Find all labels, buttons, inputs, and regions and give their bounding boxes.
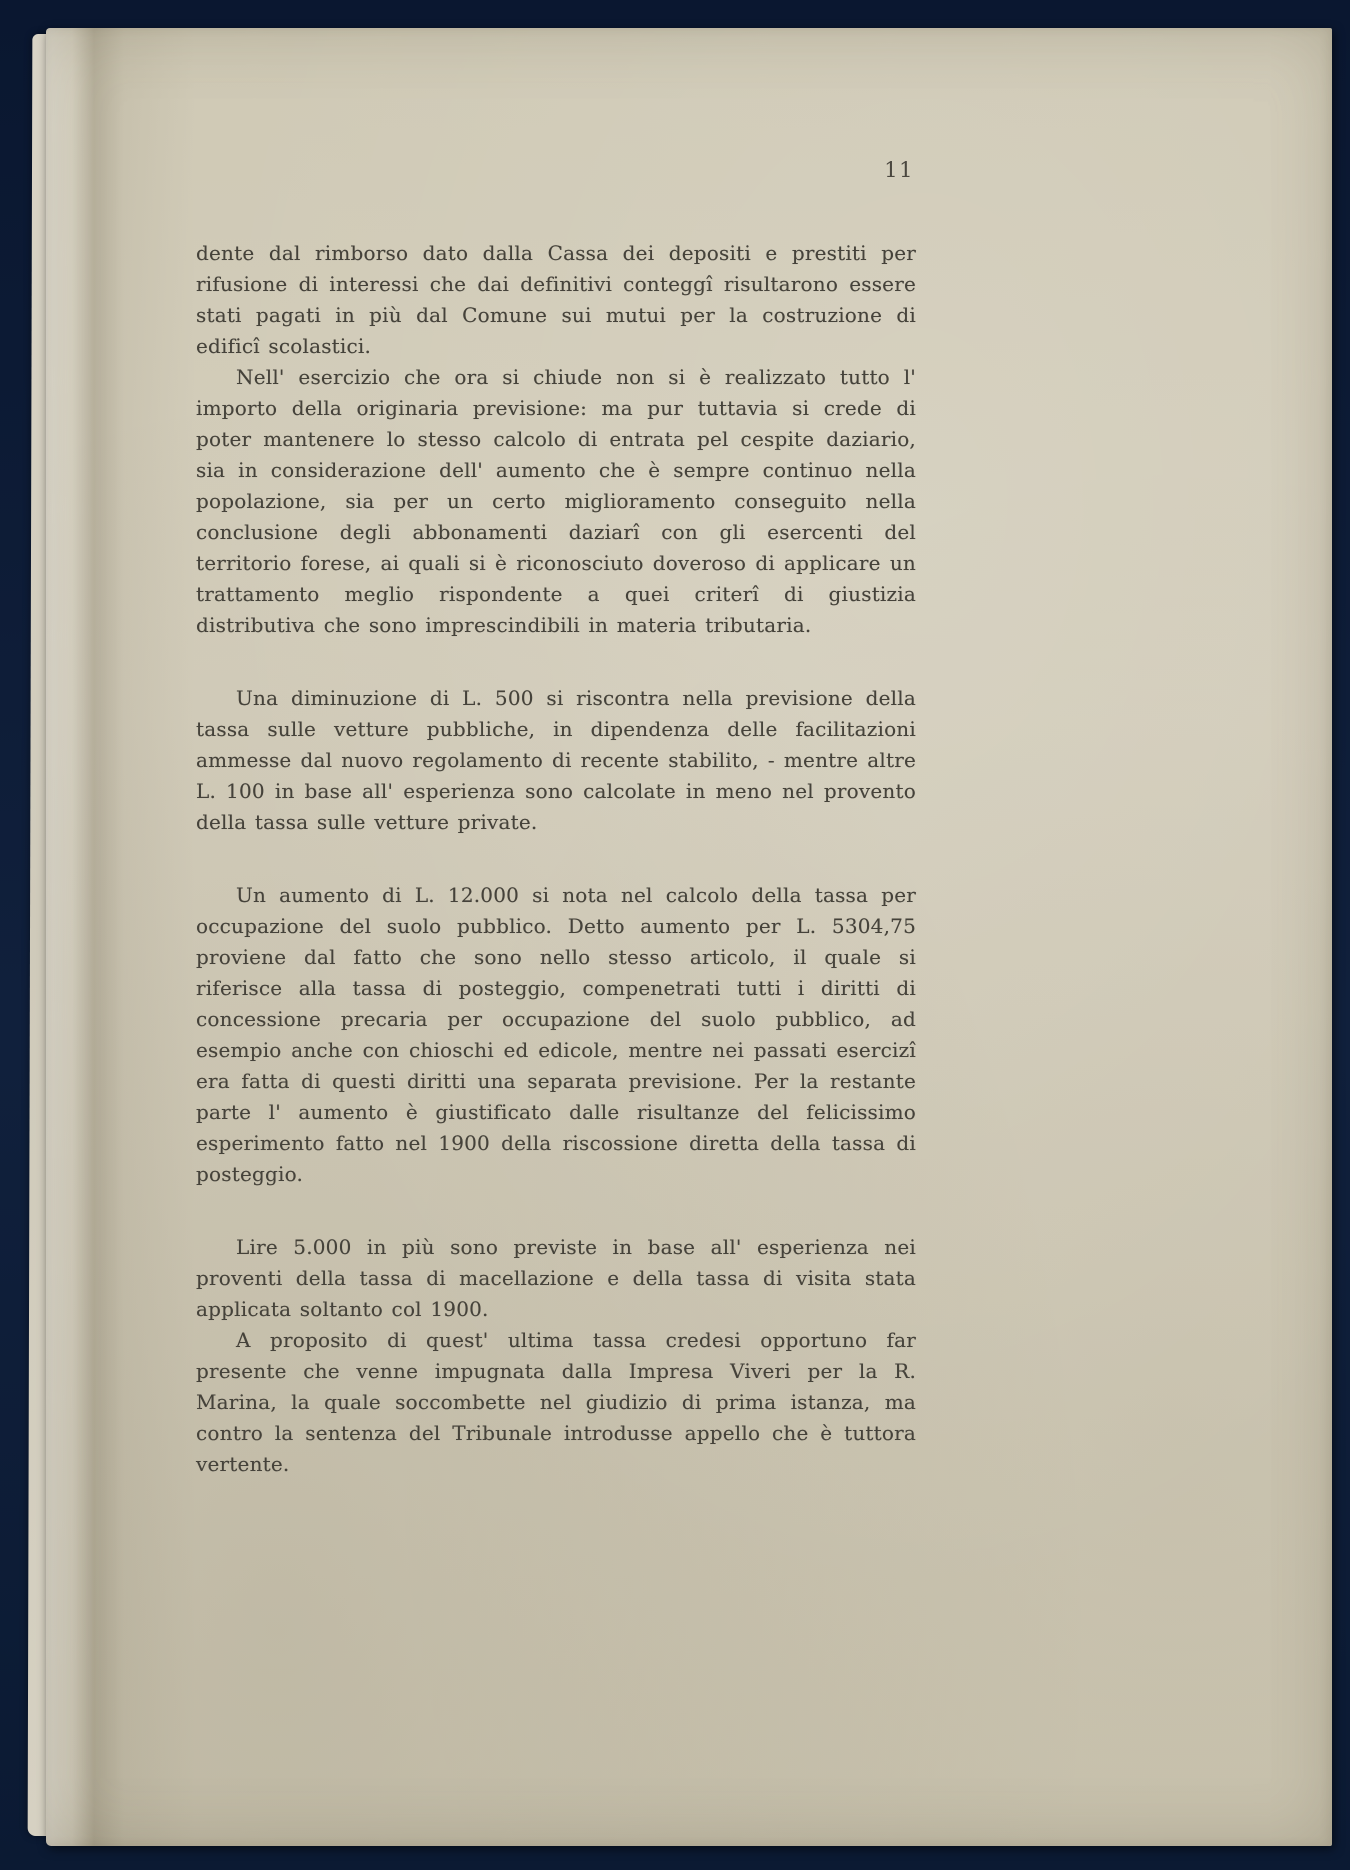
paragraph: Lire 5.000 in più sono previste in base all' esperienza nei proventi della tassa di macellazione e della tassa di visita stata applicata soltanto col 1900. [196,1235,916,1321]
paragraph: Un aumento di L. 12.000 si nota nel calcolo della tassa per occupazione del suolo pubblico. Detto aumento per L. 5304,75 proviene dal fatto che sono nello stesso articolo, il quale si riferisce alla tassa di posteggio, compenetrati tutti i diritti di concessione precaria per occupazione del suolo pubblico, ad esempio anche con chioschi ed edicole, mentre nei passati esercizî era fatta di questi diritti una separata previsione. Per la restante parte l' aumento è giustificato dalle risultanze del felicissimo esperimento fatto nel 1900 della riscossione diretta della tassa di posteggio. [196,883,916,1186]
page-number: 11 [884,158,914,182]
paper-page [46,28,1332,1846]
page-text-block [196,238,916,1480]
paragraph: A proposito di quest' ultima tassa credesi opportuno far presente che venne impugnata dalla Impresa Viveri per la R. Marina, la quale soccombette nel giudizio di prima istanza, ma contro la sentenza del Tribunale introdusse appello che è tuttora vertente. [196,1328,916,1476]
paragraph: Una diminuzione di L. 500 si riscontra nella previsione della tassa sulle vetture pubbliche, in dipendenza delle facilitazioni ammesse dal nuovo regolamento di recente stabilito, - mentre altre L. 100 in base all' esperienza sono calcolate in meno nel provento della tassa sulle vetture private. [196,686,916,834]
paragraph: dente dal rimborso dato dalla Cassa dei depositi e prestiti per rifusione di interessi che dai definitivi conteggî risultarono essere stati pagati in più dal Comune sui mutui per la costruzione di edificî scolastici. [196,241,916,358]
page-content [196,158,916,1480]
paragraph: Nell' esercizio che ora si chiude non si è realizzato tutto l' importo della originaria previsione: ma pur tuttavia si crede di poter mantenere lo stesso calcolo di entrata pel cespite daziario, sia in considerazione dell' aumento che è sempre continuo nella popolazione, sia per un certo miglioramento conseguito nella conclusione degli abbonamenti daziarî con gli esercenti del territorio forese, ai quali si è riconosciuto doveroso di applicare un trattamento meglio rispondente a quei criterî di giustizia distributiva che sono imprescindibili in materia tributaria. [196,365,916,637]
